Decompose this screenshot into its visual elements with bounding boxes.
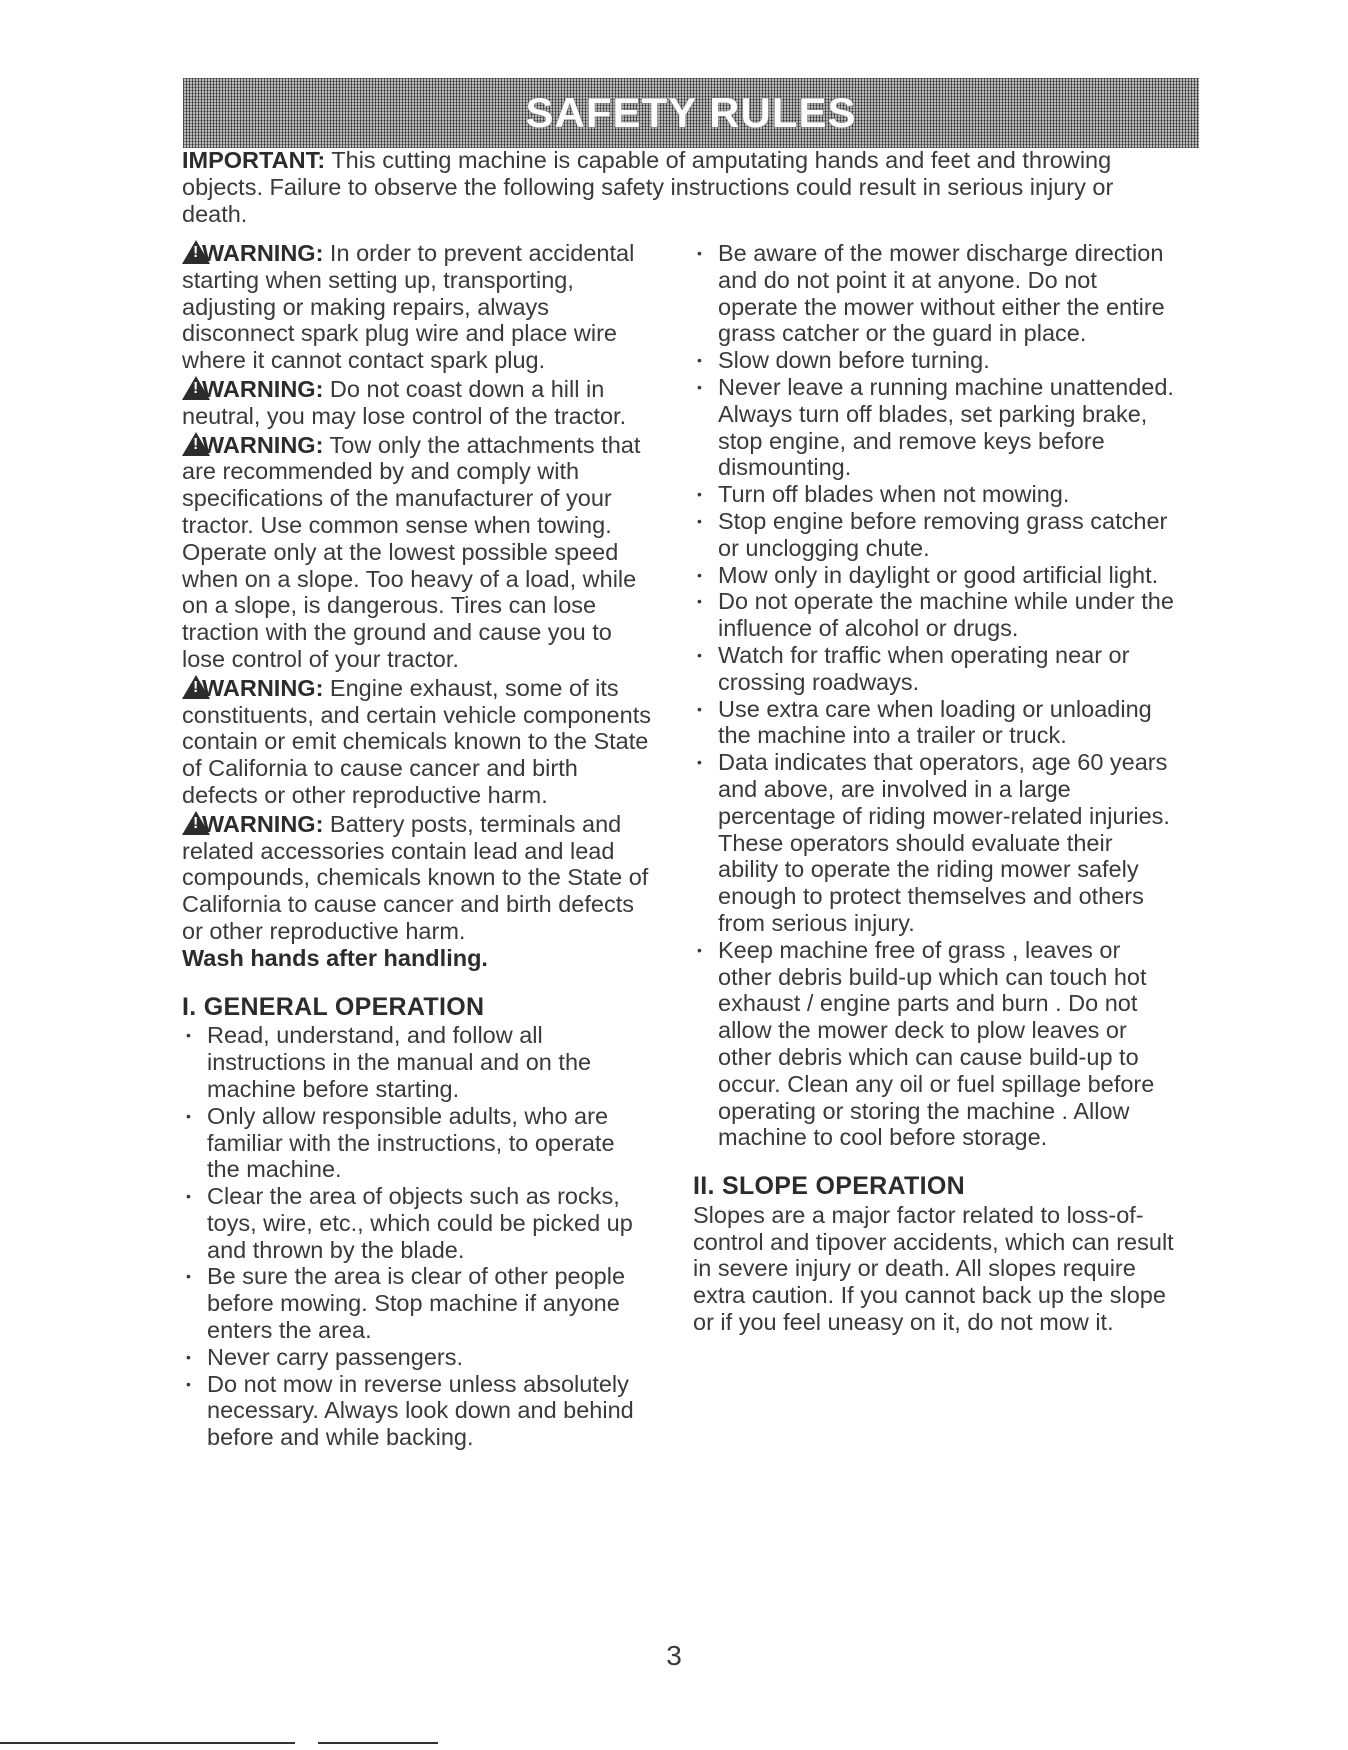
page-number: 3 — [666, 1640, 682, 1671]
list-item: • Read, understand, and follow all instructions in the manual and on the machine before starting. — [182, 1022, 652, 1102]
warning-text: Do not coast down a hill in neutral, you may lose control of the tractor. — [182, 375, 627, 429]
warning-text: Tow only the attachments that are recommended by and comply with specifications of the manufacturer of your tractor. Use common sense when towing. Operate only at the lowest possible speed when on a slope. Too heavy of a load, while on a slope, is dangerous. Tires can lose traction with the ground and cause you to lose control of your tractor. — [182, 431, 641, 672]
intro-label: IMPORTANT: — [182, 147, 326, 173]
warning-block — [182, 376, 652, 430]
warning-label: WARNING: — [202, 375, 324, 402]
slope-operation-text: Slopes are a major factor related to loss-of-control and tipover accidents, which can result in severe injury or death. All slopes require extra caution. If you cannot back up the slope or if you feel uneasy on it, do not mow it. — [693, 1201, 1174, 1336]
left-column — [182, 240, 652, 1451]
list-item: • Clear the area of objects such as rocks, toys, wire, etc., which could be picked up and thrown by the blade. — [182, 1183, 652, 1263]
warning-triangle-icon — [182, 811, 210, 835]
list-item: • Stop engine before removing grass catcher or unclogging chute. — [693, 508, 1175, 562]
section-banner — [183, 78, 1199, 148]
list-item: • Use extra care when loading or unloading the machine into a trailer or truck. — [693, 696, 1175, 750]
warning-triangle-icon — [182, 675, 210, 699]
footer-rule — [0, 1742, 295, 1744]
banner-title: SAFETY RULES — [525, 89, 857, 136]
warning-triangle-icon — [182, 240, 210, 264]
general-operation-list-continued — [693, 240, 1175, 1151]
warning-text: Battery posts, terminals and related accessories contain lead and lead compounds, chemicals known to the State of California to cause cancer and birth defects or other reproductive harm. — [182, 810, 649, 944]
warning-block — [182, 675, 652, 809]
list-item: • Be aware of the mower discharge direction and do not point it at anyone. Do not operate the mower without either the entire grass catcher or the guard in place. — [693, 240, 1175, 347]
warning-label: WARNING: — [202, 810, 324, 837]
list-item: • Only allow responsible adults, who are familiar with the instructions, to operate the machine. — [182, 1103, 652, 1183]
warning-label: WARNING: — [202, 674, 324, 701]
list-item: • Watch for traffic when operating near or crossing roadways. — [693, 642, 1175, 696]
list-item: • Never carry passengers. — [182, 1344, 652, 1371]
warning-text: In order to prevent accidental starting when setting up, transporting, adjusting or making repairs, always disconnect spark plug wire and place wire where it cannot contact spark plug. — [182, 240, 635, 374]
intro-text: This cutting machine is capable of amputating hands and feet and throwing objects. Failure to observe the following safety instructions could result in serious injury or death. — [182, 147, 1114, 227]
warning-block — [182, 811, 652, 972]
warning-label: WARNING: — [202, 240, 324, 266]
general-operation-list — [182, 1022, 652, 1451]
warning-label: WARNING: — [202, 431, 324, 458]
slope-operation-heading: II. SLOPE OPERATION — [693, 1172, 965, 1201]
list-item: • Data indicates that operators, age 60 years and above, are involved in a large percentage of riding mower-related injuries. These operators should evaluate their ability to operate the riding mower safely enough to protect themselves and others from serious injury. — [693, 749, 1175, 937]
warning-triangle-icon — [182, 432, 210, 456]
list-item: • Do not mow in reverse unless absolutely necessary. Always look down and behind before and while backing. — [182, 1371, 652, 1451]
general-operation-heading: I. GENERAL OPERATION — [182, 992, 485, 1021]
list-item: • Turn off blades when not mowing. — [693, 481, 1175, 508]
footer-rule — [318, 1742, 438, 1744]
list-item: • Mow only in daylight or good artificial light. — [693, 562, 1175, 589]
list-item: • Be sure the area is clear of other people before mowing. Stop machine if anyone enters the area. — [182, 1263, 652, 1343]
list-item: • Never leave a running machine unattended. Always turn off blades, set parking brake, stop engine, and remove keys before dismounting. — [693, 374, 1175, 481]
warning-block — [182, 240, 652, 374]
list-item: • Keep machine free of grass , leaves or other debris build-up which can touch hot exhaust / engine parts and burn . Do not allow the mower deck to plow leaves or other debris which can cause build-up to occur. Clean any oil or fuel spillage before operating or storing the machine . Allow machine to cool before storage. — [693, 937, 1175, 1151]
list-item: • Do not operate the machine while under the influence of alcohol or drugs. — [693, 588, 1175, 642]
warning-triangle-icon — [182, 376, 210, 400]
right-column — [693, 240, 1175, 1336]
intro-paragraph — [182, 147, 1182, 228]
warning-block — [182, 432, 652, 673]
wash-hands-note: Wash hands after handling. — [182, 944, 488, 971]
list-item: • Slow down before turning. — [693, 347, 1175, 374]
warning-text: Engine exhaust, some of its constituents, and certain vehicle components contain or emit chemicals known to the State of California to cause cancer and birth defects or other reproductive harm. — [182, 674, 651, 808]
